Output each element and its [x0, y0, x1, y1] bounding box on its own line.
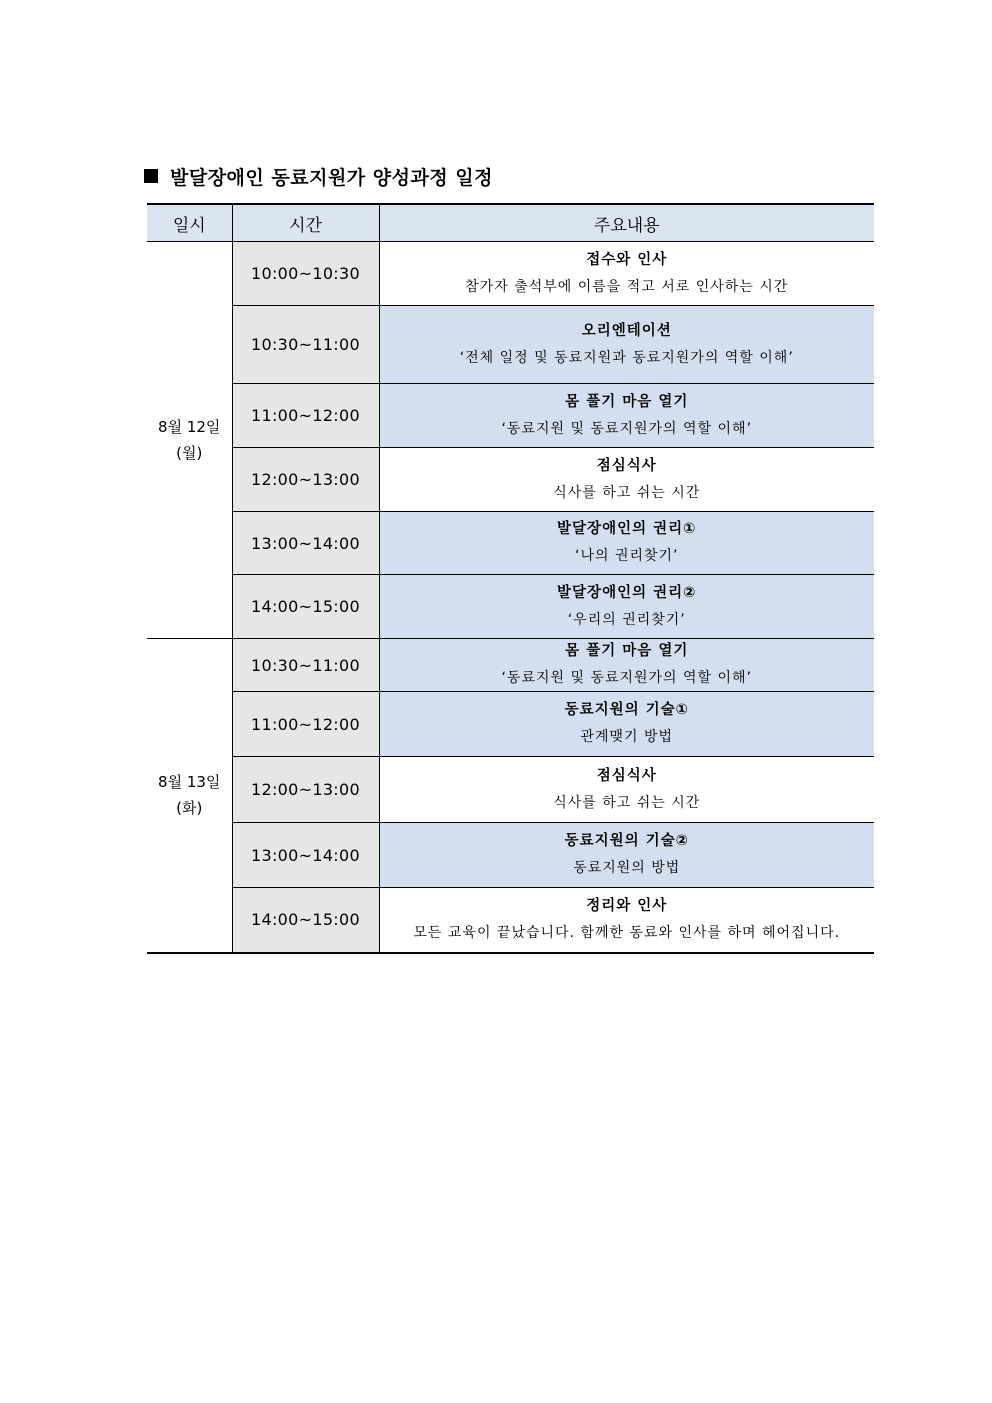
content-cell	[379, 448, 874, 512]
session-desc: 동료지원의 방법	[573, 860, 681, 876]
time-cell: 12:00~13:00	[232, 757, 379, 823]
header-content: 주요내용	[379, 204, 874, 242]
weekday-label: (월)	[176, 444, 203, 462]
content-cell	[379, 242, 874, 306]
session-title: 정리와 인사	[586, 897, 668, 914]
session-title: 접수와 인사	[586, 251, 668, 268]
content-cell	[379, 639, 874, 692]
content-cell	[379, 512, 874, 575]
session-desc: ‘나의 권리찾기’	[575, 548, 679, 564]
header-time: 시간	[232, 204, 379, 242]
date-cell-day1	[147, 242, 232, 639]
session-desc: 식사를 하고 쉬는 시간	[553, 484, 701, 501]
table-row	[147, 448, 874, 512]
schedule-table	[147, 203, 874, 954]
time-cell: 13:00~14:00	[232, 823, 379, 888]
session-title: 발달장애인의 권리②	[557, 584, 697, 601]
time-cell: 14:00~15:00	[232, 575, 379, 639]
session-desc: ‘동료지원 및 동료지원가의 역할 이해’	[501, 420, 753, 437]
table-row	[147, 639, 874, 692]
time-cell: 10:00~10:30	[232, 242, 379, 306]
table-row	[147, 888, 874, 953]
content-cell	[379, 823, 874, 888]
table-row	[147, 306, 874, 384]
session-title: 점심식사	[596, 767, 657, 784]
content-cell	[379, 306, 874, 384]
time-cell: 11:00~12:00	[232, 692, 379, 757]
table-row	[147, 823, 874, 888]
table-row	[147, 384, 874, 448]
table-row	[147, 757, 874, 823]
header-date: 일시	[147, 204, 232, 242]
time-cell: 10:30~11:00	[232, 639, 379, 692]
content-cell	[379, 692, 874, 757]
time-cell: 12:00~13:00	[232, 448, 379, 512]
session-desc: 관계맺기 방법	[580, 729, 674, 745]
session-desc: ‘전체 일정 및 동료지원과 동료지원가의 역할 이해’	[459, 349, 794, 366]
session-title: 점심식사	[596, 457, 657, 474]
time-cell: 11:00~12:00	[232, 384, 379, 448]
date-cell-day2	[147, 639, 232, 953]
session-desc: ‘우리의 권리찾기’	[567, 611, 686, 628]
session-title: 몸 풀기 마음 열기	[565, 643, 689, 659]
content-cell	[379, 888, 874, 953]
date-label: 8월 13일	[158, 773, 221, 792]
section-heading	[144, 161, 493, 191]
session-title: 오리엔테이션	[581, 322, 672, 339]
table-row	[147, 512, 874, 575]
heading-title: 발달장애인 동료지원가 양성과정 일정	[170, 166, 494, 189]
content-cell	[379, 757, 874, 823]
date-label: 8월 12일	[158, 418, 221, 436]
table-row	[147, 242, 874, 306]
session-desc: 참가자 출석부에 이름을 적고 서로 인사하는 시간	[465, 278, 789, 295]
session-desc: ‘동료지원 및 동료지원가의 역할 이해’	[501, 670, 753, 686]
content-cell	[379, 575, 874, 639]
session-title: 동료지원의 기술①	[564, 702, 689, 718]
square-bullet-icon	[144, 169, 158, 183]
table-header-row	[147, 204, 874, 242]
session-desc: 식사를 하고 쉬는 시간	[553, 794, 701, 811]
session-title: 발달장애인의 권리①	[557, 521, 697, 537]
time-cell: 10:30~11:00	[232, 306, 379, 384]
content-cell	[379, 384, 874, 448]
time-cell: 14:00~15:00	[232, 888, 379, 953]
table-row	[147, 575, 874, 639]
time-cell: 13:00~14:00	[232, 512, 379, 575]
session-desc: 모든 교육이 끝났습니다. 함께한 동료와 인사를 하며 헤어집니다.	[413, 924, 841, 941]
table-row	[147, 692, 874, 757]
session-title: 몸 풀기 마음 열기	[565, 393, 689, 410]
weekday-label: (화)	[176, 799, 203, 818]
session-title: 동료지원의 기술②	[564, 833, 689, 849]
